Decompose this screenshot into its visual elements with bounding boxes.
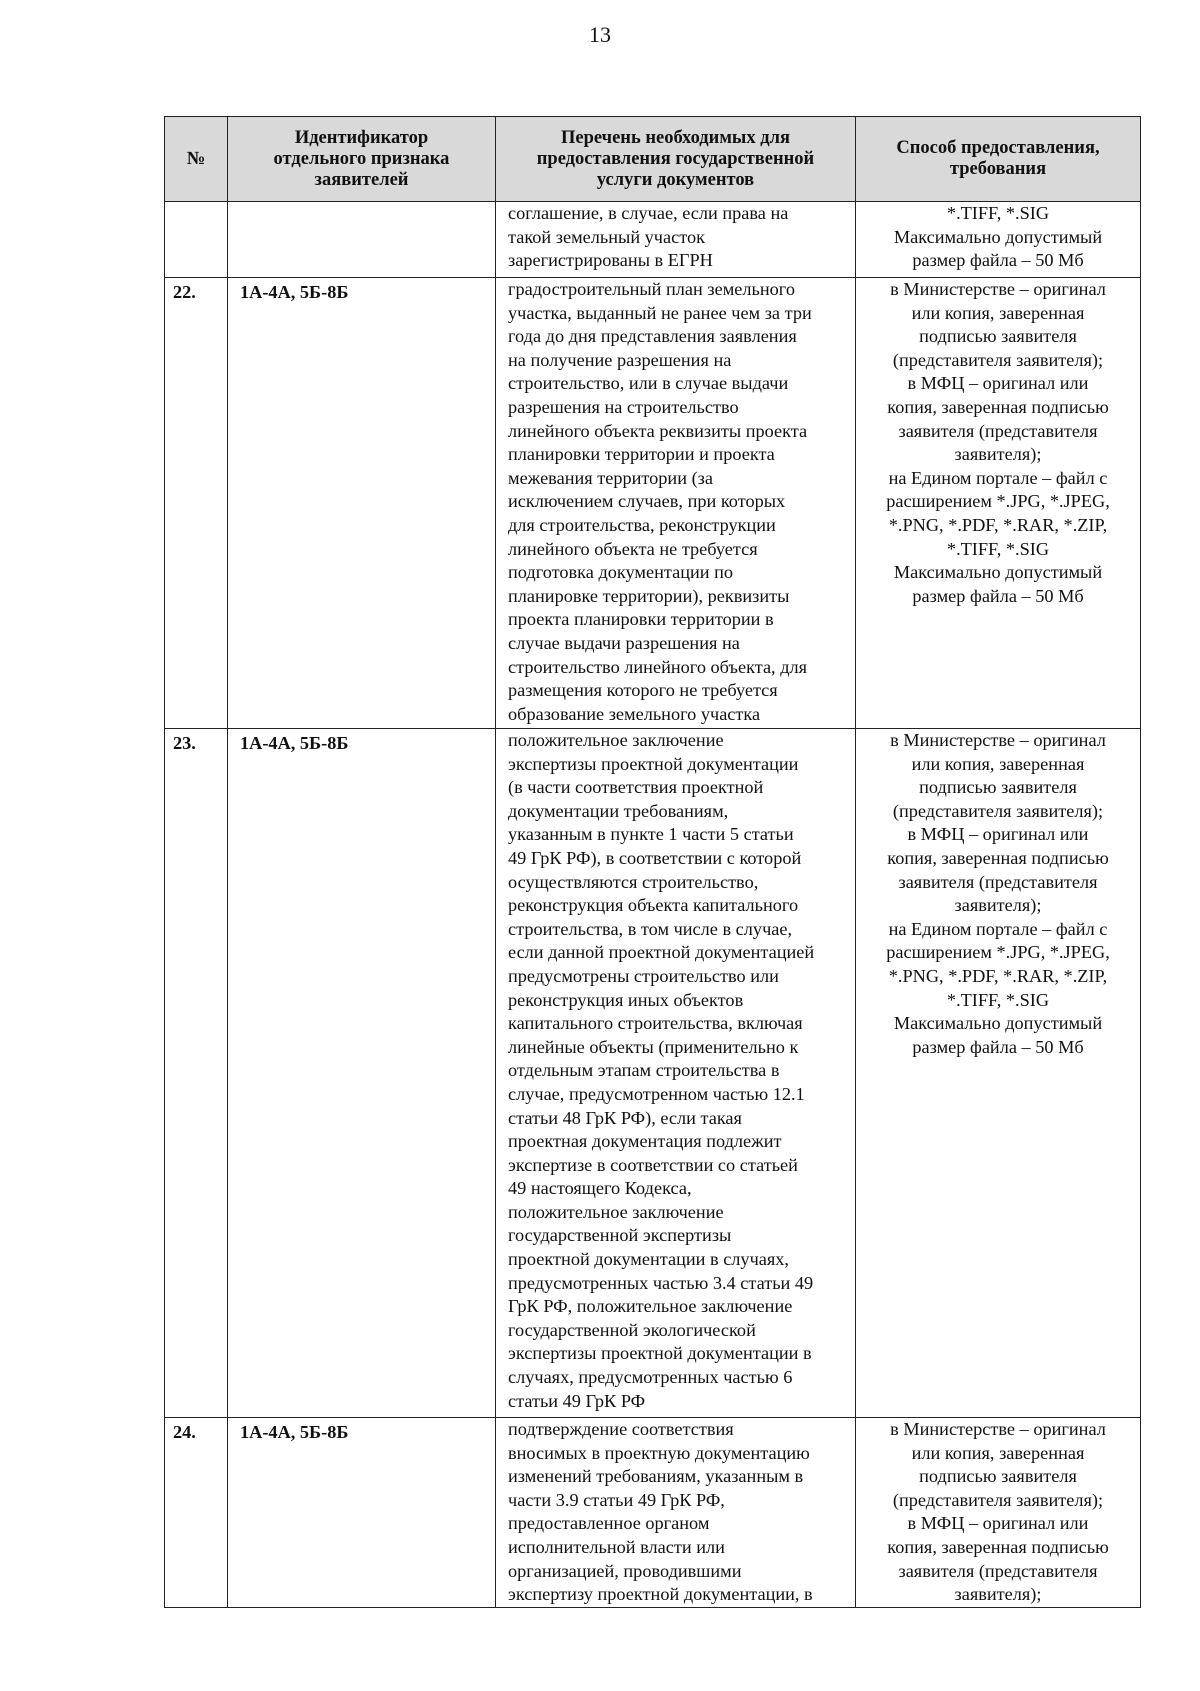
method-line: или копия, заверенная: [911, 753, 1085, 774]
header-line: требования: [949, 159, 1047, 179]
document-line: исполнительной власти или: [508, 1536, 725, 1557]
submission-method: [856, 1418, 1141, 1608]
document-line: отдельным этапам строительства в: [508, 1060, 780, 1081]
method-line: в Министерстве – оригинал: [890, 1419, 1106, 1439]
document-line: строительство, или в случае выдачи: [508, 373, 789, 394]
required-documents: [496, 729, 856, 1418]
document-line: экспертизу проектной документации, в: [508, 1584, 813, 1605]
document-line: планировки территории и проекта: [508, 444, 775, 465]
document-line: исключением случаев, при которых: [508, 491, 786, 512]
applicant-identifier: [228, 202, 496, 278]
header-line: Перечень необходимых для: [561, 127, 790, 148]
table-row: [165, 1418, 1141, 1608]
row-number: 23.: [165, 729, 228, 1418]
submission-method: [856, 729, 1141, 1418]
method-line: *.TIFF, *.SIG: [946, 203, 1050, 223]
document-line: разрешения на строительство: [508, 396, 739, 417]
method-line: на Едином портале – файл с: [888, 918, 1108, 939]
method-line: *.TIFF, *.SIG: [946, 538, 1050, 559]
document-line: строительства, в том числе в случае,: [508, 918, 793, 939]
method-line: *.TIFF, *.SIG: [946, 989, 1050, 1010]
applicant-identifier: 1А-4А, 5Б-8Б: [228, 278, 496, 729]
table-header-row: [165, 117, 1141, 202]
method-line: Максимально допустимый: [893, 562, 1103, 583]
required-documents: [496, 1418, 856, 1608]
document-line: ГрК РФ, положительное заключение: [508, 1296, 793, 1317]
required-documents: [496, 278, 856, 729]
document-line: межевания территории (за: [508, 467, 713, 488]
document-line: статьи 49 ГрК РФ: [508, 1390, 646, 1411]
document-line: статьи 48 ГрК РФ), если такая: [508, 1107, 742, 1128]
row-number: [165, 202, 228, 278]
document-line: участка, выданный не ранее чем за три: [508, 302, 812, 323]
document-line: реконструкция объекта капитального: [508, 895, 799, 916]
method-line: Максимально допустимый: [893, 1013, 1103, 1034]
document-line: 49 настоящего Кодекса,: [508, 1178, 692, 1199]
document-line: образование земельного участка: [508, 703, 761, 724]
method-line: подписью заявителя: [919, 1466, 1077, 1487]
header-line: заявителей: [314, 169, 409, 190]
header-line: услуги документов: [596, 169, 755, 190]
document-line: размещения которого не требуется: [508, 680, 778, 701]
method-line: расширением *.JPG, *.JPEG,: [886, 942, 1110, 963]
method-line: заявителя);: [954, 895, 1042, 916]
table-row: [165, 729, 1141, 1418]
document-line: проекта планировки территории в: [508, 609, 774, 630]
method-line: *.PNG, *.PDF, *.RAR, *.ZIP,: [888, 514, 1108, 535]
document-line: проектной документации в случаях,: [508, 1249, 789, 1270]
method-line: заявителя (представителя: [898, 420, 1098, 441]
document-line: строительство линейного объекта, для: [508, 656, 808, 677]
page-number: 13: [589, 22, 611, 47]
method-line: расширением *.JPG, *.JPEG,: [886, 491, 1110, 512]
required-documents: [496, 202, 856, 278]
submission-method: [856, 278, 1141, 729]
method-line: копия, заверенная подписью: [887, 847, 1109, 868]
method-line: (представителя заявителя);: [892, 349, 1104, 370]
document-line: подтверждение соответствия: [508, 1419, 734, 1439]
method-line: заявителя (представителя: [898, 871, 1098, 892]
header-number: №: [165, 117, 228, 202]
document-line: проектная документация подлежит: [508, 1131, 782, 1152]
document-line: линейного объекта не требуется: [508, 538, 758, 559]
method-line: копия, заверенная подписью: [887, 396, 1109, 417]
method-line: размер файла – 50 Мб: [912, 1036, 1084, 1057]
document-line: случае выдачи разрешения на: [508, 632, 740, 653]
method-line: в МФЦ – оригинал или: [907, 824, 1089, 845]
row-number: 24.: [165, 1418, 228, 1608]
document-line: предусмотренных частью 3.4 статьи 49: [508, 1272, 814, 1293]
document-line: для строительства, реконструкции: [508, 514, 776, 535]
document-line: положительное заключение: [508, 730, 724, 750]
header-line: отдельного признака: [273, 148, 450, 169]
table-row: [165, 202, 1141, 278]
method-line: в Министерстве – оригинал: [890, 730, 1106, 750]
document-line: документации требованиям,: [508, 800, 729, 821]
document-line: соглашение, в случае, если права на: [508, 203, 789, 223]
document-line: предусмотрены строительство или: [508, 965, 779, 986]
table-body: [165, 202, 1141, 1608]
method-line: подписью заявителя: [919, 326, 1077, 347]
document-line: экспертизы проектной документации: [508, 753, 799, 774]
document-line: экспертизе в соответствии со статьей: [508, 1154, 798, 1175]
method-line: подписью заявителя: [919, 777, 1077, 798]
method-line: Максимально допустимый: [893, 226, 1103, 247]
document-line: положительное заключение: [508, 1201, 724, 1222]
document-line: части 3.9 статьи 49 ГрК РФ,: [508, 1489, 725, 1510]
document-line: линейные объекты (применительно к: [508, 1036, 799, 1057]
method-line: или копия, заверенная: [911, 1442, 1085, 1463]
method-line: на Едином портале – файл с: [888, 467, 1108, 488]
method-line: в МФЦ – оригинал или: [907, 373, 1089, 394]
document-line: на получение разрешения на: [508, 349, 732, 370]
document-line: случае, предусмотренном частью 12.1: [508, 1083, 805, 1104]
document-line: 49 ГрК РФ), в соответствии с которой: [508, 847, 802, 868]
document-line: года до дня представления заявления: [508, 326, 797, 347]
method-line: в МФЦ – оригинал или: [907, 1513, 1089, 1534]
document-line: капитального строительства, включая: [508, 1013, 803, 1034]
document-line: такой земельный участок: [508, 226, 706, 247]
document-line: линейного объекта реквизиты проекта: [508, 420, 808, 441]
method-line: заявителя);: [954, 1584, 1042, 1605]
method-line: (представителя заявителя);: [892, 1489, 1104, 1510]
header-identifier: [228, 117, 496, 202]
submission-method: [856, 202, 1141, 278]
document-line: экспертизы проектной документации в: [508, 1343, 812, 1364]
applicant-identifier: 1А-4А, 5Б-8Б: [228, 1418, 496, 1608]
method-line: или копия, заверенная: [911, 302, 1085, 323]
method-line: заявителя (представителя: [898, 1560, 1098, 1581]
document-line: указанным в пункте 1 части 5 статьи: [508, 824, 794, 845]
method-line: (представителя заявителя);: [892, 800, 1104, 821]
document-line: зарегистрированы в ЕГРН: [508, 250, 713, 271]
method-line: размер файла – 50 Мб: [912, 585, 1084, 606]
header-line: предоставления государственной: [536, 148, 815, 169]
row-number: 22.: [165, 278, 228, 729]
document-line: вносимых в проектную документацию: [508, 1442, 810, 1463]
document-line: предоставленное органом: [508, 1513, 710, 1534]
method-line: размер файла – 50 Мб: [912, 250, 1084, 271]
document-line: если данной проектной документацией: [508, 942, 815, 963]
document-line: градостроительный план земельного: [508, 279, 795, 299]
document-line: (в части соответствия проектной: [508, 777, 764, 798]
documents-table: [164, 116, 1141, 1608]
document-line: осуществляются строительство,: [508, 871, 759, 892]
document-line: организацией, проводившими: [508, 1560, 742, 1581]
document-line: изменений требованиям, указанным в: [508, 1466, 804, 1487]
applicant-identifier: 1А-4А, 5Б-8Б: [228, 729, 496, 1418]
header-method: [856, 117, 1141, 202]
document-line: планировке территории), реквизиты: [508, 585, 790, 606]
method-line: заявителя);: [954, 444, 1042, 465]
table-row: [165, 278, 1141, 729]
document-line: государственной экологической: [508, 1319, 756, 1340]
header-line: Способ предоставления,: [896, 138, 1100, 158]
method-line: *.PNG, *.PDF, *.RAR, *.ZIP,: [888, 965, 1108, 986]
document-line: подготовка документации по: [508, 562, 734, 583]
document-line: государственной экспертизы: [508, 1225, 732, 1246]
method-line: копия, заверенная подписью: [887, 1536, 1109, 1557]
document-line: случаях, предусмотренных частью 6: [508, 1367, 793, 1388]
header-documents: [496, 117, 856, 202]
header-line: Идентификатор: [294, 127, 429, 148]
document-line: реконструкция иных объектов: [508, 989, 744, 1010]
method-line: в Министерстве – оригинал: [890, 279, 1106, 299]
